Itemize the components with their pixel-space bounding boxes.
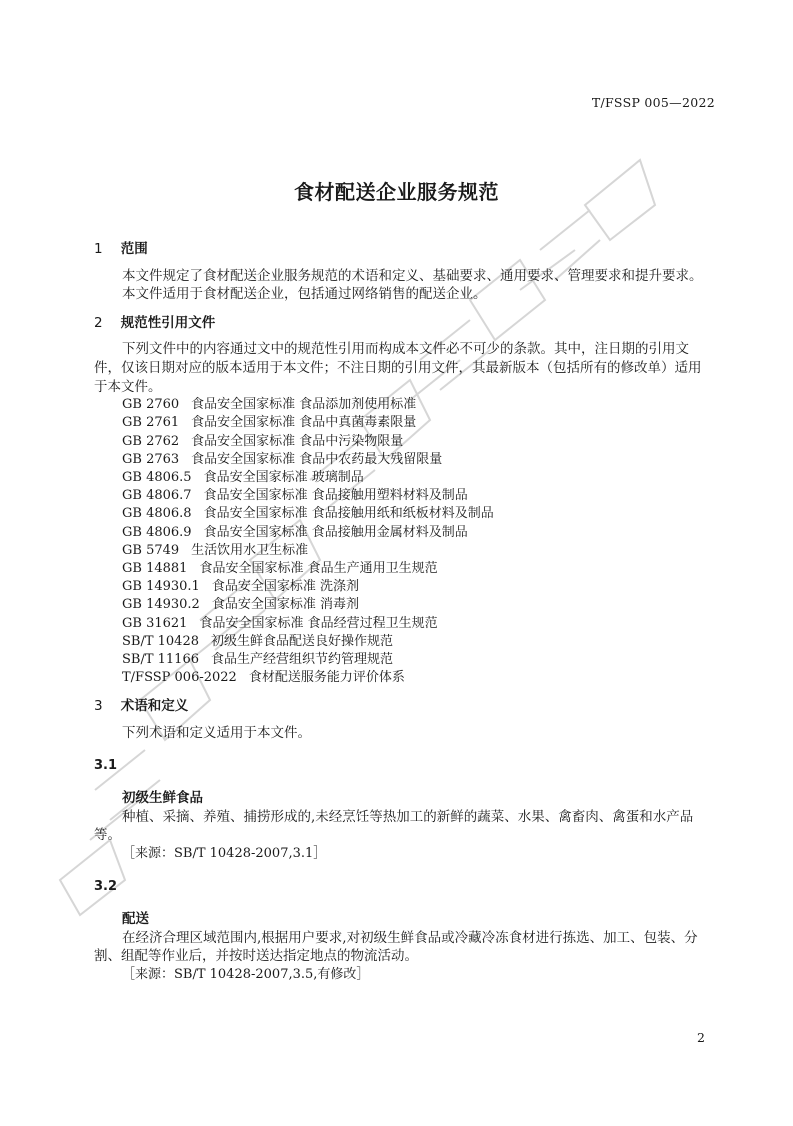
- reference-code: SB/T 10428: [122, 633, 199, 649]
- term-definition: 在经济合理区域范围内,根据用户要求,对初级生鲜食品或冷藏冷冻食材进行拣选、加工、包装、分割、组配等作业后，并按时送达指定地点的物流活动。: [94, 929, 698, 965]
- term-definition: 种植、采摘、养殖、捕捞形成的,未经烹饪等热加工的新鲜的蔬菜、水果、禽畜肉、禽蛋和水产品等。: [94, 808, 694, 844]
- reference-name: 食材配送服务能力评价体系: [248, 670, 405, 686]
- reference-name: 食品安全国家标准 食品接触用金属材料及制品: [203, 524, 468, 540]
- paragraph: 下列术语和定义适用于本文件。: [122, 725, 311, 741]
- reference-item: [122, 596, 714, 614]
- term-source: ［来源：SB/T 10428-2007,3.1］: [122, 845, 327, 861]
- reference-code: GB 2760: [122, 397, 180, 413]
- term-source: ［来源：SB/T 10428-2007,3.5,有修改］: [122, 966, 370, 982]
- reference-list: [94, 396, 714, 687]
- reference-code: GB 14930.2: [122, 597, 200, 613]
- section-title: 术语和定义: [120, 698, 189, 715]
- reference-item: [122, 414, 714, 432]
- reference-name: 生活饮用水卫生标准: [191, 542, 309, 558]
- section-title: 范围: [120, 241, 148, 257]
- term-number: 3.1: [94, 757, 118, 773]
- reference-code: GB 2761: [122, 415, 180, 431]
- reference-item: [122, 633, 714, 651]
- paragraph: 本文件规定了食材配送企业服务规范的术语和定义、基础要求、通用要求、管理要求和提升要求。: [122, 267, 703, 284]
- reference-name: 食品安全国家标准 食品接触用塑料材料及制品: [203, 488, 468, 504]
- reference-name: 食品安全国家标准 食品生产通用卫生规范: [199, 560, 438, 576]
- reference-item: [122, 433, 714, 451]
- reference-name: 食品安全国家标准 食品接触用纸和纸板材料及制品: [203, 506, 494, 522]
- reference-name: 食品安全国家标准 消毒剂: [211, 597, 359, 613]
- reference-item: [122, 505, 714, 523]
- reference-code: GB 5749: [122, 542, 180, 558]
- reference-code: T/FSSP 006-2022: [122, 670, 237, 686]
- section-title: 规范性引用文件: [120, 314, 216, 331]
- reference-code: GB 14881: [122, 560, 188, 576]
- reference-code: GB 4806.9: [122, 524, 192, 540]
- reference-code: GB 4806.7: [122, 488, 192, 504]
- paragraph: 本文件适用于食材配送企业，包括通过网络销售的配送企业。: [122, 286, 487, 303]
- reference-name: 食品生产经营组织节约管理规范: [211, 652, 394, 667]
- reference-item: [122, 469, 714, 487]
- reference-code: GB 4806.8: [122, 506, 192, 522]
- section-number: 3: [94, 698, 103, 715]
- page-number: 2: [697, 1030, 705, 1045]
- section-heading-scope: [94, 240, 714, 259]
- reference-item: [122, 542, 714, 560]
- reference-name: 食品安全国家标准 洗涤剂: [211, 579, 359, 595]
- reference-name: 食品安全国家标准 食品中农药最大残留限量: [191, 451, 443, 467]
- section-heading-terms: [94, 697, 714, 716]
- reference-item: [122, 524, 714, 542]
- document-body: [94, 240, 714, 985]
- paragraph: 下列文件中的内容通过文中的规范性引用而构成本文件必不可少的条款。其中，注日期的引用文件，仅该日期对应的版本适用于本文件；不注日期的引用文件，其最新版本（包括所有的修改单）适用于本文件。: [94, 341, 702, 395]
- reference-item: [122, 487, 714, 505]
- reference-name: 食品安全国家标准 玻璃制品: [203, 469, 364, 485]
- reference-code: GB 2762: [122, 433, 180, 449]
- reference-item: [122, 560, 714, 578]
- reference-item: [122, 451, 714, 469]
- reference-name: 食品安全国家标准 食品经营过程卫生规范: [199, 615, 438, 631]
- document-title: 食材配送企业服务规范: [294, 180, 499, 204]
- section-heading-normative-refs: [94, 314, 714, 333]
- reference-name: 食品安全国家标准 食品中污染物限量: [191, 433, 404, 449]
- standard-code: T/FSSP 005—2022: [591, 95, 715, 110]
- term-name: 初级生鲜食品: [122, 790, 203, 807]
- reference-item: [122, 615, 714, 633]
- reference-code: GB 2763: [122, 451, 180, 467]
- reference-name: 初级生鲜食品配送良好操作规范: [211, 633, 394, 649]
- term-number: 3.2: [94, 878, 118, 894]
- reference-code: SB/T 11166: [122, 652, 199, 667]
- reference-code: GB 14930.1: [122, 579, 200, 595]
- reference-item: [122, 669, 714, 687]
- section-number: 1: [94, 241, 103, 257]
- section-number: 2: [94, 314, 103, 331]
- reference-item: [122, 578, 714, 596]
- reference-code: GB 4806.5: [122, 469, 192, 485]
- term-name: 配送: [122, 911, 149, 928]
- reference-name: 食品安全国家标准 食品中真菌毒素限量: [191, 415, 417, 431]
- reference-item: [122, 651, 714, 669]
- reference-item: [122, 396, 714, 414]
- reference-name: 食品安全国家标准 食品添加剂使用标准: [191, 397, 417, 413]
- reference-code: GB 31621: [122, 615, 188, 631]
